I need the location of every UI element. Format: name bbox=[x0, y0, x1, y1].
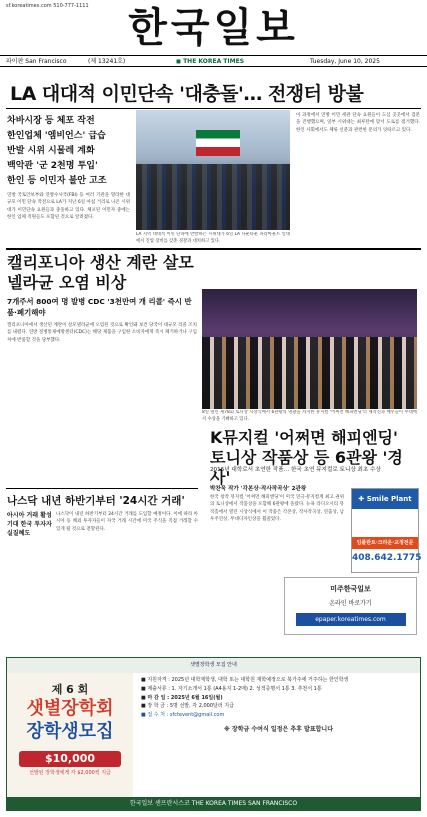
dateline bbox=[0, 55, 427, 67]
scholarship-header: 샛별장학생 모집 안내 bbox=[7, 658, 420, 673]
divider bbox=[6, 108, 421, 109]
epaper-link[interactable]: epaper.koreatimes.com bbox=[296, 613, 406, 626]
subhead-line: 차바시장 등 체포 작전 bbox=[7, 116, 95, 126]
issue-number: (제 13241호) bbox=[88, 58, 126, 65]
masthead-logo: 한국일보 bbox=[128, 4, 299, 51]
lead-photo-caption: LA 지역 대대적 이민 단속에 반발하는 시위대가 6일 LA 다운타운 파라마운트 일대에서 진압 장비를 갖춘 경찰과 대치하고 있다. bbox=[136, 232, 290, 244]
detail-line[interactable]: ■ 접 수 처 : sfctevent@gmail.com bbox=[141, 712, 225, 719]
tony-headline: K뮤지컬 '어쩌면 해피엔딩' 토니상 작품상 등 6관왕 '경사' bbox=[210, 428, 403, 487]
lead-subheads bbox=[7, 114, 130, 189]
nasdaq-subhead: 아시아 거래 활성 기대 한국 투자자 실질혜도 bbox=[7, 512, 52, 537]
subhead-line: 반발 시위 시물레 계화 bbox=[7, 146, 95, 156]
nasdaq-headline: 나스닥 내년 하반기부터 '24시간 거래' bbox=[7, 495, 185, 507]
egg-headline: 캘리포니아 생산 계란 살모넬라균 오염 비상 bbox=[7, 253, 194, 292]
korea-times-label: ◼ THE KOREA TIMES bbox=[176, 58, 245, 65]
scholarship-amount-note: 선발된 장학생에게 각 $2,000씩 지급 bbox=[29, 770, 111, 776]
subhead-line: 백악관 '군 2천명 투입' bbox=[7, 161, 98, 171]
masthead-contact: sf.koreatimes.com 510-777-1111 bbox=[6, 3, 89, 9]
tony-subhead: 2016년 대학로서 초연한 작품… 한국 초연 뮤지컬로 토니상 최초 수상 bbox=[210, 467, 381, 473]
protest-photo bbox=[136, 110, 290, 230]
nasdaq-body: 나스닥이 내년 하반기부터 24시간 거래를 도입할 예정이다. 이에 따라 아시아 등 해외 투자자들이 자국 거래 시간에 미국 주식을 직접 거래할 수 있게 될 것으로 전망된다. bbox=[56, 512, 198, 532]
tony-photo-caption: 8일 열린 제78회 토니상 시상식에서 6관왕의 영광을 차지한 뮤지컬 '어쩌면 해피엔딩'의 제작진과 배우들이 무대에서 수상을 기뻐하고 있다. bbox=[202, 410, 417, 422]
dental-service: 임플란트·크라운·교정전문 bbox=[352, 537, 418, 549]
tony-awards-photo bbox=[202, 289, 417, 409]
crowd-graphic bbox=[136, 164, 290, 230]
divider bbox=[6, 488, 198, 489]
detail-line: ■ 지원자격 : 2025년 대학재학생, 대학 또는 대학원 재학예정으로 북가주에 거주하는 한인학생 bbox=[141, 677, 349, 683]
divider bbox=[6, 248, 421, 250]
scholarship-banner bbox=[7, 673, 133, 799]
detail-line: ■ 장 학 금 : 5명 선발, 각 2,000달러 지급 bbox=[141, 703, 234, 710]
subhead-line: 한인 등 이민자 불안 고조 bbox=[7, 176, 107, 186]
scholarship-title-1: 샛별장학회 bbox=[26, 698, 114, 719]
scholarship-details bbox=[141, 676, 416, 735]
detail-line: ■ 제출서류 : 1. 자기소개서 1통 (A4용지 1-2매) 2. 성적증명서 1통 3. 추천서 1통 bbox=[141, 685, 322, 692]
lead-body-left: 연방 국토안보부와 연방수사국(FBI) 등 여러 기관을 망라한 대규모 이민 단속 작전으로 LA가 지난 6일 아침 거리로 나온 시위대가 이민단속 요원들과 충돌하고 있다. 체포된 이민자 중에는 한인 업체 직원들도 포함된 것으로 알려졌다. bbox=[7, 193, 130, 221]
egg-body: 캘리포니아에서 생산된 계란이 살모넬라균에 오염된 것으로 확인돼 보건 당국이 대규모 리콜 조치를 내렸다. 연방 질병통제예방센터(CDC)는 해당 제품을 구입한 소비자에게 즉시 폐기하거나 구입처에 반품할 것을 당부했다. bbox=[7, 323, 197, 343]
dental-ad[interactable] bbox=[351, 488, 422, 573]
scholarship-amount: $10,000 bbox=[19, 751, 121, 767]
scholarship-edition: 제 6 회 bbox=[51, 683, 89, 696]
subhead-line: 한인업체 '엠비언스' 급습 bbox=[7, 131, 106, 141]
tony-byline: 박찬욱 작가 '각본상·작사작곡상' 2관왕 bbox=[210, 486, 307, 492]
tony-body: 한국 창작 뮤지컬 '어쩌면 해피엔딩'이 미국 연극·뮤지컬계 최고 권위의 토니상에서 작품상을 포함해 6관왕에 올랐다. 뉴욕 라디오시티 뮤직홀에서 열린 시상식에서 이 작품은 각본상, 작사작곡상, 연출상, 남우주연상, 무대디자인상을 휩쓸었다. bbox=[210, 495, 344, 523]
promo-subtitle: 온라인 바로가기 bbox=[329, 600, 372, 607]
cast-graphic bbox=[202, 337, 417, 409]
epaper-promo[interactable] bbox=[284, 577, 417, 635]
detail-line: ※ 장학금 수여식 일정은 추후 발표합니다 bbox=[223, 725, 333, 733]
scholarship-ad bbox=[6, 657, 421, 811]
egg-subhead: 7개주서 800여 명 발병 CDC '3천만여 개 리콜' 즉시 반품·폐기해야 bbox=[7, 297, 192, 317]
promo-title: 미주한국일보 bbox=[330, 585, 371, 593]
scholarship-title-2: 장학생모집 bbox=[26, 721, 114, 742]
kt-logo-icon: ◼ bbox=[176, 58, 181, 65]
scholarship-footer: 한국일보 샌프란시스코 THE KOREA TIMES SAN FRANCISCO bbox=[7, 797, 420, 810]
flag-graphic bbox=[196, 130, 240, 156]
dental-brand: ✚ Smile Plant bbox=[352, 489, 418, 509]
dental-phone[interactable]: 408.642.1775 bbox=[352, 553, 422, 563]
detail-line: ■ 마 감 일 : 2025년 6월 16일(월) bbox=[141, 694, 223, 701]
issue-date: Tuesday, June 10, 2025 bbox=[310, 58, 380, 65]
tooth-icon: ✚ bbox=[358, 495, 365, 503]
lead-headline: LA 대대적 이민단속 '대충돌'… 전쟁터 방불 bbox=[10, 83, 364, 105]
lead-body-right: 이 과정에서 연방 이민 세관 단속 요원들이 도심 곳곳에서 검문을 진행했으며, 일부 시위대는 최루탄에 맞서 도로를 점거했다. 한인 사회에서도 체류 신분과 관련한 문의가 잇따르고 있다. bbox=[296, 113, 420, 133]
edition-label: 파이판 San Francisco bbox=[6, 58, 67, 65]
